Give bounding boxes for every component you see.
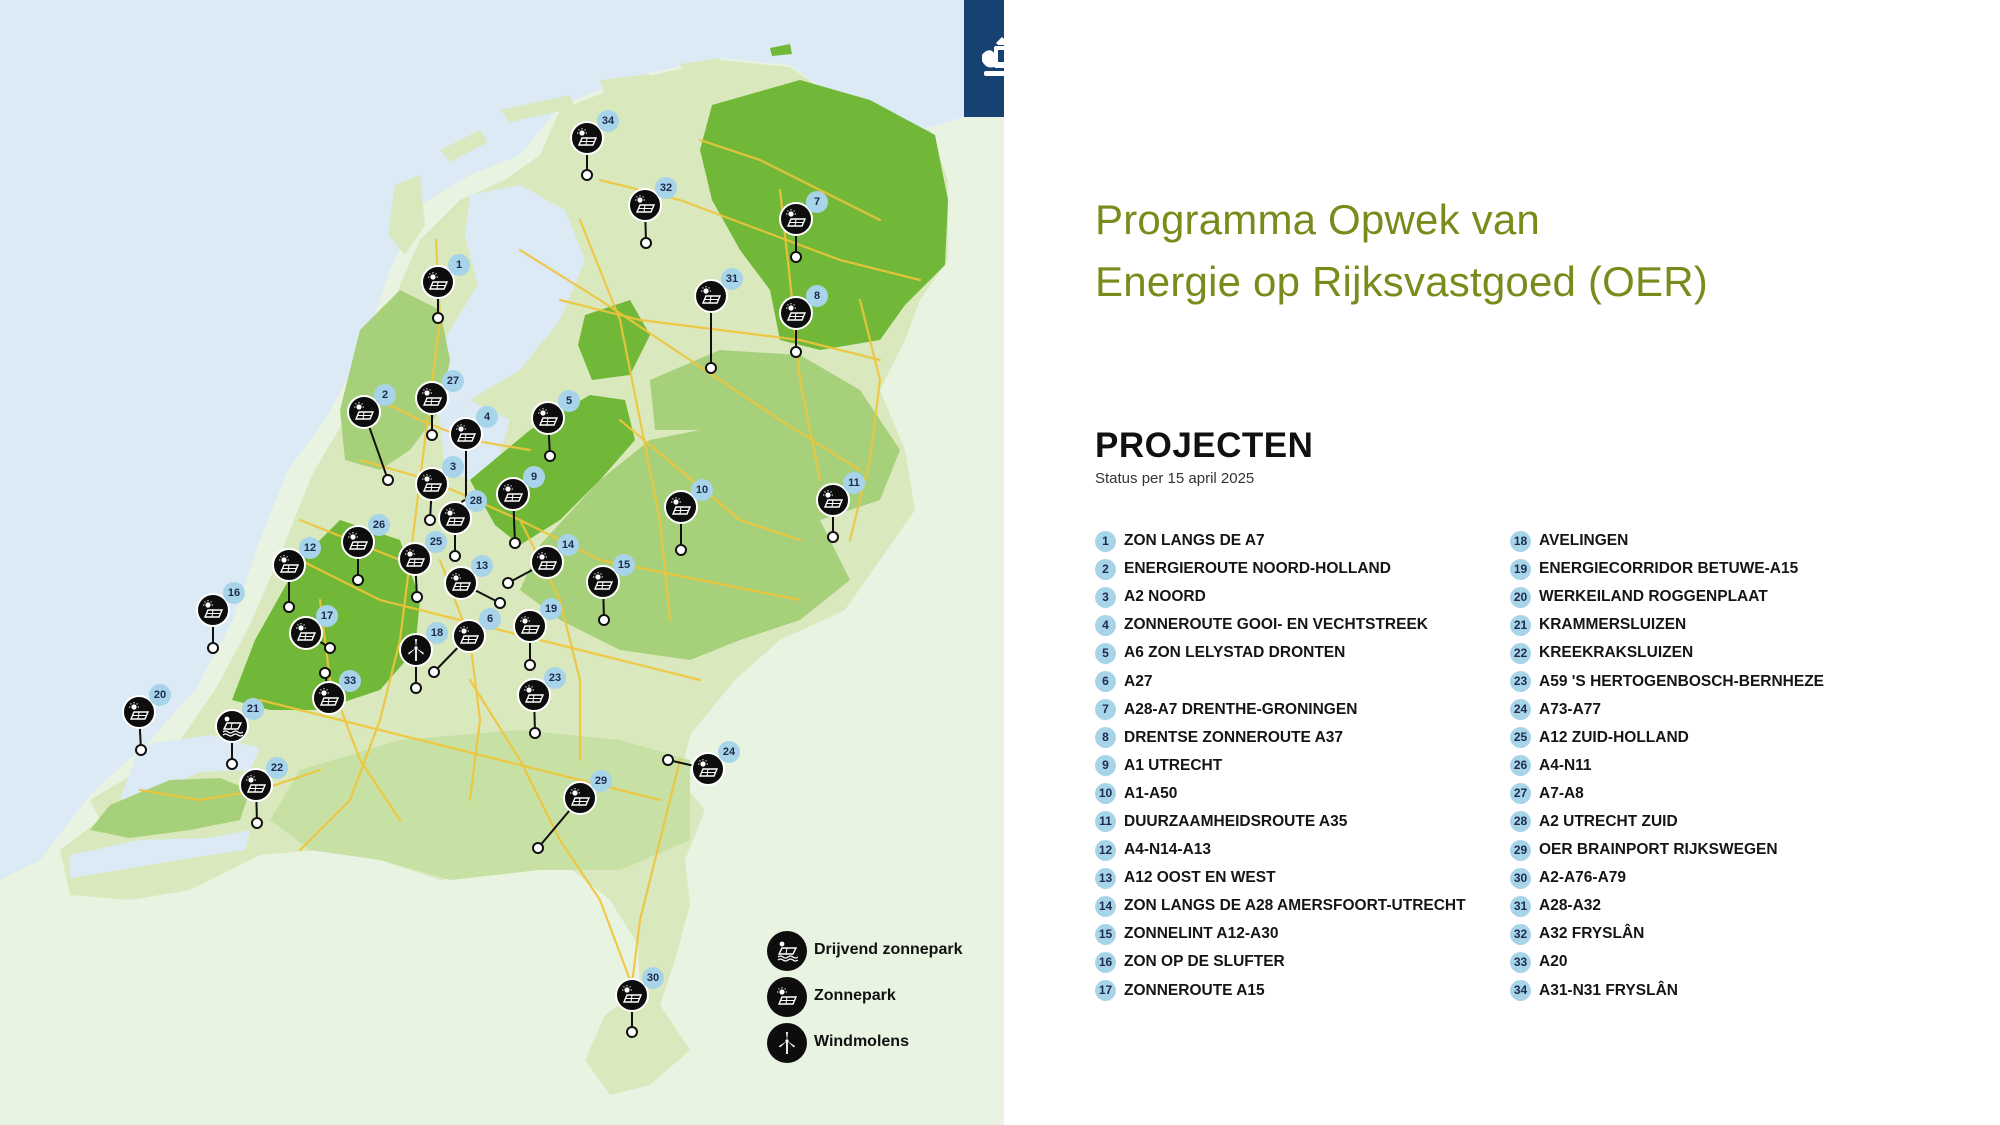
project-list-item	[1095, 752, 1466, 780]
map-pin-number: 10	[691, 479, 713, 501]
map-pin-number: 8	[806, 285, 828, 307]
map-pin-number: 28	[465, 490, 487, 512]
map-pin-number: 12	[299, 537, 321, 559]
pin-location-dot	[429, 667, 439, 677]
project-number-badge: 11	[1095, 811, 1116, 832]
project-number-badge: 3	[1095, 587, 1116, 608]
map-pin-number: 27	[442, 370, 464, 392]
project-number-badge: 21	[1510, 615, 1531, 636]
page-title-line-2: Energie op Rijksvastgoed (OER)	[1095, 258, 1708, 305]
project-number-badge: 1	[1095, 531, 1116, 552]
project-list-item	[1095, 639, 1466, 667]
map-pin-number: 14	[557, 534, 579, 556]
project-list-item	[1095, 667, 1466, 695]
pin-location-dot	[450, 551, 460, 561]
project-list-item	[1095, 724, 1466, 752]
legend-solar-label: Zonnepark	[814, 987, 896, 1004]
pin-location-dot	[545, 451, 555, 461]
project-number-badge: 12	[1095, 840, 1116, 861]
pin-location-dot	[828, 532, 838, 542]
map-pin-number: 29	[590, 770, 612, 792]
map-pin-number: 18	[426, 622, 448, 644]
project-list-item	[1095, 696, 1466, 724]
project-name: OER BRAINPORT RIJKSWEGEN	[1539, 841, 1778, 859]
project-number-badge: 15	[1095, 924, 1116, 945]
project-list-item	[1510, 836, 1824, 864]
pin-location-dot	[252, 818, 262, 828]
project-list-item	[1095, 808, 1466, 836]
project-name: DUURZAAMHEIDSROUTE A35	[1124, 812, 1348, 830]
project-list-item	[1510, 667, 1824, 695]
pin-location-dot	[582, 170, 592, 180]
project-list-item	[1510, 780, 1824, 808]
pin-location-dot	[599, 615, 609, 625]
project-number-badge: 29	[1510, 840, 1531, 861]
pin-location-dot	[791, 252, 801, 262]
project-list-item	[1510, 696, 1824, 724]
map-pin-number: 11	[843, 472, 865, 494]
project-name: A2 UTRECHT ZUID	[1539, 812, 1678, 830]
project-number-badge: 9	[1095, 755, 1116, 776]
project-name: A32 FRYSLÂN	[1539, 925, 1645, 943]
pin-location-dot	[353, 575, 363, 585]
project-list-item	[1095, 611, 1466, 639]
project-name: A1-A50	[1124, 784, 1178, 802]
map-pin-number: 23	[544, 667, 566, 689]
project-number-badge: 23	[1510, 671, 1531, 692]
project-list-item	[1510, 555, 1824, 583]
map-pin-number: 34	[597, 110, 619, 132]
map-pin-number: 20	[149, 684, 171, 706]
map-pin-number: 13	[471, 555, 493, 577]
pin-location-dot	[411, 683, 421, 693]
project-number-badge: 30	[1510, 868, 1531, 889]
project-name: ZON LANGS DE A7	[1124, 532, 1265, 550]
project-list-item	[1510, 808, 1824, 836]
project-name: A20	[1539, 953, 1568, 971]
page-title-line-1: Programma Opwek van	[1095, 196, 1540, 243]
project-number-badge: 8	[1095, 727, 1116, 748]
map-pin-number: 19	[540, 598, 562, 620]
pin-location-dot	[495, 598, 505, 608]
pin-location-dot	[525, 660, 535, 670]
legend-floating-icon	[767, 931, 807, 971]
project-number-badge: 16	[1095, 952, 1116, 973]
project-name: A31-N31 FRYSLÂN	[1539, 981, 1678, 999]
pin-location-dot	[641, 238, 651, 248]
project-list-item	[1510, 639, 1824, 667]
project-number-badge: 33	[1510, 952, 1531, 973]
project-name: AVELINGEN	[1539, 532, 1629, 550]
project-list-item	[1095, 977, 1466, 1005]
map-pin-number: 5	[558, 390, 580, 412]
project-number-badge: 24	[1510, 699, 1531, 720]
map-pin-number: 26	[368, 514, 390, 536]
project-name: A7-A8	[1539, 784, 1584, 802]
project-list-item	[1510, 611, 1824, 639]
pin-location-dot	[325, 643, 335, 653]
pin-location-dot	[427, 430, 437, 440]
project-name: A27	[1124, 672, 1153, 690]
legend-wind-label: Windmolens	[814, 1033, 909, 1050]
project-list-item	[1510, 583, 1824, 611]
project-name: A28-A7 DRENTHE-GRONINGEN	[1124, 700, 1358, 718]
project-number-badge: 7	[1095, 699, 1116, 720]
map-pin-number: 7	[806, 191, 828, 213]
pin-location-dot	[227, 759, 237, 769]
project-number-badge: 32	[1510, 924, 1531, 945]
pin-location-dot	[208, 643, 218, 653]
project-number-badge: 19	[1510, 559, 1531, 580]
map-pin-number: 30	[642, 967, 664, 989]
map-pin-number: 1	[448, 254, 470, 276]
pin-location-dot	[433, 313, 443, 323]
project-number-badge: 34	[1510, 980, 1531, 1001]
legend-wind-icon	[767, 1023, 807, 1063]
project-number-badge: 27	[1510, 783, 1531, 804]
map-pin-number: 24	[718, 741, 740, 763]
map-pin-number: 21	[242, 698, 264, 720]
project-name: DRENTSE ZONNEROUTE A37	[1124, 728, 1344, 746]
legend-solar-icon	[767, 977, 807, 1017]
project-list-item	[1095, 864, 1466, 892]
project-number-badge: 4	[1095, 615, 1116, 636]
project-name: ZON LANGS DE A28 AMERSFOORT-UTRECHT	[1124, 897, 1466, 915]
legend-floating-label: Drijvend zonnepark	[814, 941, 963, 958]
project-name: WERKEILAND ROGGENPLAAT	[1539, 588, 1768, 606]
projects-status: Status per 15 april 2025	[1095, 470, 1255, 487]
project-name: ENERGIEROUTE NOORD-HOLLAND	[1124, 560, 1391, 578]
project-number-badge: 26	[1510, 755, 1531, 776]
map-pin-number: 15	[613, 554, 635, 576]
pin-location-dot	[533, 843, 543, 853]
project-list-item	[1095, 920, 1466, 948]
project-list-item	[1095, 836, 1466, 864]
project-list-item	[1510, 920, 1824, 948]
project-name: ZON OP DE SLUFTER	[1124, 953, 1285, 971]
project-number-badge: 28	[1510, 811, 1531, 832]
map-pin-number: 4	[476, 406, 498, 428]
pin-location-dot	[425, 515, 435, 525]
project-list-item	[1510, 724, 1824, 752]
project-name: A28-A32	[1539, 897, 1602, 915]
pin-location-dot	[136, 745, 146, 755]
map-pin-number: 32	[655, 177, 677, 199]
project-name: A4-N11	[1539, 756, 1592, 774]
pin-location-dot	[383, 475, 393, 485]
project-list-item	[1095, 780, 1466, 808]
project-list-item	[1095, 948, 1466, 976]
rijksoverheid-logo	[964, 0, 1004, 117]
pin-location-dot	[791, 347, 801, 357]
projects-heading: PROJECTEN	[1095, 426, 1314, 465]
project-number-badge: 17	[1095, 980, 1116, 1001]
project-list-left	[1095, 527, 1466, 1005]
project-list-item	[1510, 948, 1824, 976]
project-name: A12 ZUID-HOLLAND	[1539, 728, 1689, 746]
project-number-badge: 31	[1510, 896, 1531, 917]
pin-location-dot	[412, 592, 422, 602]
project-name: ENERGIECORRIDOR BETUWE-A15	[1539, 560, 1799, 578]
project-name: KRAMMERSLUIZEN	[1539, 616, 1687, 634]
map-pin-number: 6	[479, 608, 501, 630]
project-number-badge: 5	[1095, 643, 1116, 664]
project-list-item	[1095, 583, 1466, 611]
project-list-item	[1510, 892, 1824, 920]
project-name: A73-A77	[1539, 700, 1602, 718]
map-pin-number: 17	[316, 605, 338, 627]
project-name: ZONNEROUTE A15	[1124, 981, 1265, 999]
project-name: A12 OOST EN WEST	[1124, 869, 1276, 887]
pin-location-dot	[510, 538, 520, 548]
pin-location-dot	[627, 1027, 637, 1037]
map-pin-number: 22	[266, 757, 288, 779]
pin-location-dot	[320, 668, 330, 678]
project-list-item	[1510, 977, 1824, 1005]
project-name: A2 NOORD	[1124, 588, 1206, 606]
pin-location-dot	[284, 602, 294, 612]
project-number-badge: 13	[1095, 868, 1116, 889]
map-pin-number: 25	[425, 531, 447, 553]
project-number-badge: 20	[1510, 587, 1531, 608]
project-name: ZONNELINT A12-A30	[1124, 925, 1279, 943]
project-name: A1 UTRECHT	[1124, 756, 1223, 774]
pin-location-dot	[663, 755, 673, 765]
map-pin-number: 3	[442, 456, 464, 478]
map-pin-number: 9	[523, 466, 545, 488]
project-number-badge: 22	[1510, 643, 1531, 664]
project-name: A2-A76-A79	[1539, 869, 1627, 887]
map-pin-number: 16	[223, 582, 245, 604]
map-pin-number: 33	[339, 670, 361, 692]
project-number-badge: 10	[1095, 783, 1116, 804]
project-list-item	[1095, 527, 1466, 555]
project-list-item	[1510, 752, 1824, 780]
pin-location-dot	[503, 578, 513, 588]
project-list-item	[1510, 527, 1824, 555]
project-list-item	[1510, 864, 1824, 892]
project-name: KREEKRAKSLUIZEN	[1539, 644, 1694, 662]
rijksoverheid-coat-of-arms-icon	[974, 31, 1004, 87]
pin-location-dot	[706, 363, 716, 373]
project-number-badge: 6	[1095, 671, 1116, 692]
map-pin-number: 31	[721, 268, 743, 290]
pin-location-dot	[530, 728, 540, 738]
project-number-badge: 18	[1510, 531, 1531, 552]
project-number-badge: 2	[1095, 559, 1116, 580]
pin-location-dot	[676, 545, 686, 555]
project-name: ZONNEROUTE GOOI- EN VECHTSTREEK	[1124, 616, 1428, 634]
project-list-item	[1095, 555, 1466, 583]
project-number-badge: 25	[1510, 727, 1531, 748]
project-name: A6 ZON LELYSTAD DRONTEN	[1124, 644, 1346, 662]
map-pin-number: 2	[374, 384, 396, 406]
project-name: A59 'S HERTOGENBOSCH-BERNHEZE	[1539, 672, 1825, 690]
project-list-right	[1510, 527, 1824, 1005]
project-list-item	[1095, 892, 1466, 920]
project-number-badge: 14	[1095, 896, 1116, 917]
project-name: A4-N14-A13	[1124, 841, 1212, 859]
